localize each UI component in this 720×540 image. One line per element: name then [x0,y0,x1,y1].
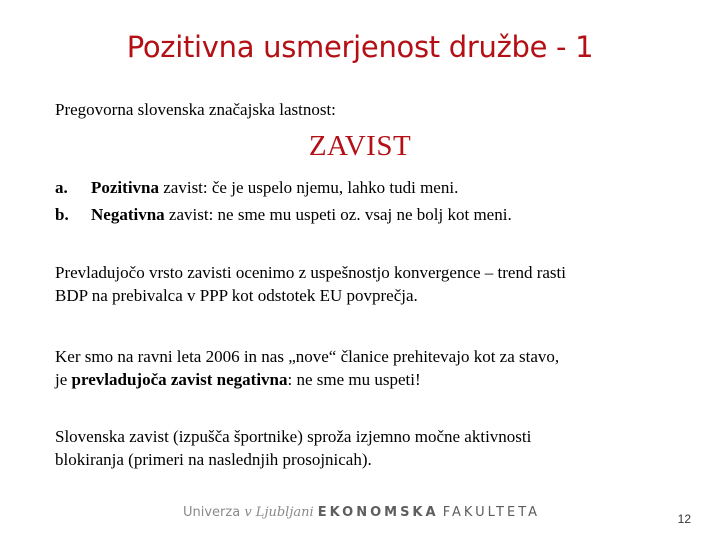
slide-title: Pozitivna usmerjenost družbe - 1 [126,30,594,64]
list-item-term: Pozitivna [91,178,159,197]
list-item [55,174,512,201]
page-number: 12 [677,512,691,526]
footer-ljubljana: v Ljubljani [244,505,314,520]
paragraph-line-prefix: je [55,370,72,389]
footer-faculty-name: EKONOMSKA [317,505,439,520]
paragraph-line-suffix: : ne sme mu uspeti! [287,370,421,389]
list-marker: b. [55,205,69,224]
intro-text: Pregovorna slovenska značajska lastnost: [55,100,336,119]
paragraph-conclusion [55,345,559,391]
paragraph-emphasis: prevladujoča zavist negativna [71,370,288,389]
footer-logo [183,505,540,520]
list-item-term: Negativna [91,205,165,224]
paragraph-line: Ker smo na ravni leta 2006 in nas „nove“ članice prehitevajo kot za stavo, [55,347,560,366]
paragraph-slovenian-envy [55,425,531,471]
list-marker: a. [55,178,68,197]
list-item-text: zavist: če je uspelo njemu, lahko tudi meni. [159,178,459,197]
footer-faculty-word: FAKULTETA [442,505,541,520]
footer-university: Univerza [183,505,245,520]
paragraph-line: blokiranja (primeri na naslednjih prosojnicah). [55,450,372,469]
list-item [55,201,512,228]
paragraph-line: BDP na prebivalca v PPP kot odstotek EU povprečja. [55,286,418,305]
keyword-heading: ZAVIST [308,130,412,162]
paragraph-line: Prevladujočo vrsto zavisti ocenimo z uspešnostjo konvergence – trend rasti [55,263,566,282]
envy-types-list [55,174,512,228]
paragraph-convergence [55,261,566,307]
list-item-text: zavist: ne sme mu uspeti oz. vsaj ne bolj kot meni. [164,205,512,224]
paragraph-line: Slovenska zavist (izpušča športnike) sproža izjemno močne aktivnosti [55,427,532,446]
